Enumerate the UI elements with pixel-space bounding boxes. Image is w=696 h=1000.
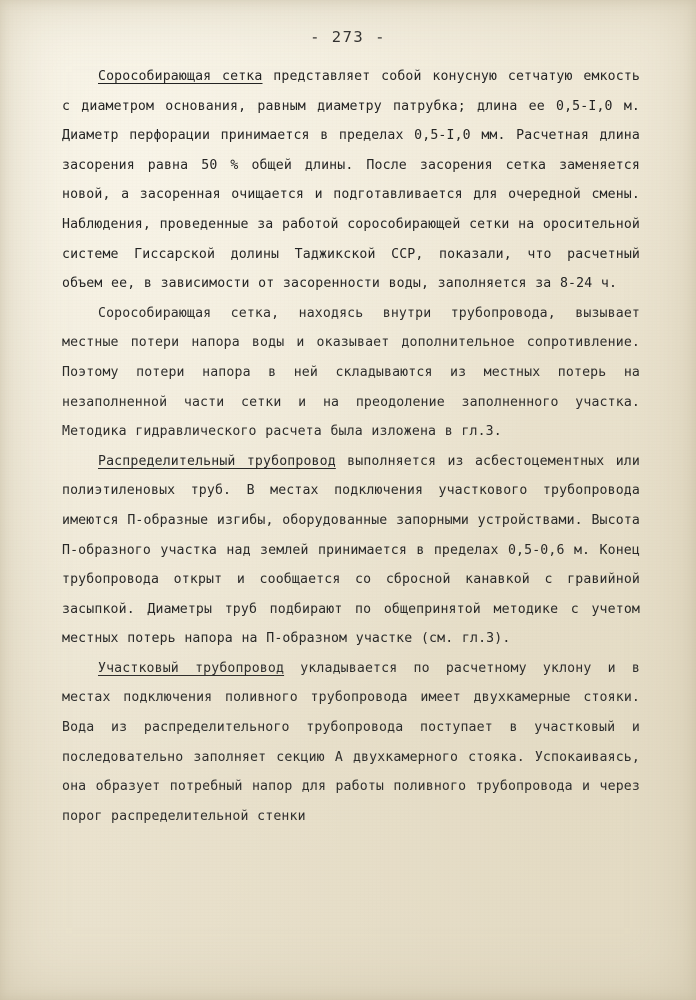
page-body xyxy=(62,62,640,831)
paragraph-3-text: выполняется из асбестоцементных или полиэтиленовых труб. В местах подключения участкового трубопровода имеются П-образные изгибы, оборудованные запорными устройствами. Высота П-образного участка над землей принимается в пределах 0,5-0,6 м. Конец трубопровода открыт и сообщается со сбросной канавкой с гравийной засыпкой. Диаметры труб подбирают по общепринятой методике с учетом местных потерь напора на П-образном участке (см. гл.3). xyxy=(62,453,640,647)
paragraph-3 xyxy=(62,447,640,654)
paragraph-4-text: укладывается по расчетному уклону и в местах подключения поливного трубопровода имеет двухкамерные стояки. Вода из распределительного трубопровода поступает в участковый и последовательно заполняет секцию А двухкамерного стояка. Успокаиваясь, она образует потребный напор для работы поливного трубопровода и через порог распределительной стенки xyxy=(62,660,640,824)
paragraph-1-text: представляет собой конусную сетчатую емкость с диаметром основания, равным диаметру патрубка; длина ее 0,5-I,0 м. Диаметр перфорации принимается в пределах 0,5-I,0 мм. Расчетная длина засорения равна 50 % общей длины. После засорения сетка заменяется новой, а засоренная очищается и подготавливается для очередной смены. Наблюдения, проведенные за работой сорособирающей сетки на оросительной системе Гиссарской долины Таджикской ССР, показали, что расчетный объем ее, в зависимости от засоренности воды, заполняется за 8-24 ч. xyxy=(62,69,641,292)
term-raspredelitelnyy-truboprovod: Распределительный трубопровод xyxy=(98,453,336,469)
paragraph-4 xyxy=(62,654,640,832)
term-sorosobirayushchaya-setka: Сорособирающая сетка xyxy=(98,69,263,84)
paragraph-2-text: Сорособирающая сетка, находясь внутри трубопровода, вызывает местные потери напора воды и оказывает дополнительное сопротивление. Поэтому потери напора в ней складываются из местных потерь на незаполненной части сетки и на преодоление заполненного участка. Методика гидравлического расчета была изложена в гл.3. xyxy=(62,305,640,440)
paragraph-2 xyxy=(62,299,640,447)
page-number: - 273 - xyxy=(310,28,386,46)
paragraph-1 xyxy=(62,62,640,299)
term-uchastkovyy-truboprovod: Участковый трубопровод xyxy=(98,660,285,676)
